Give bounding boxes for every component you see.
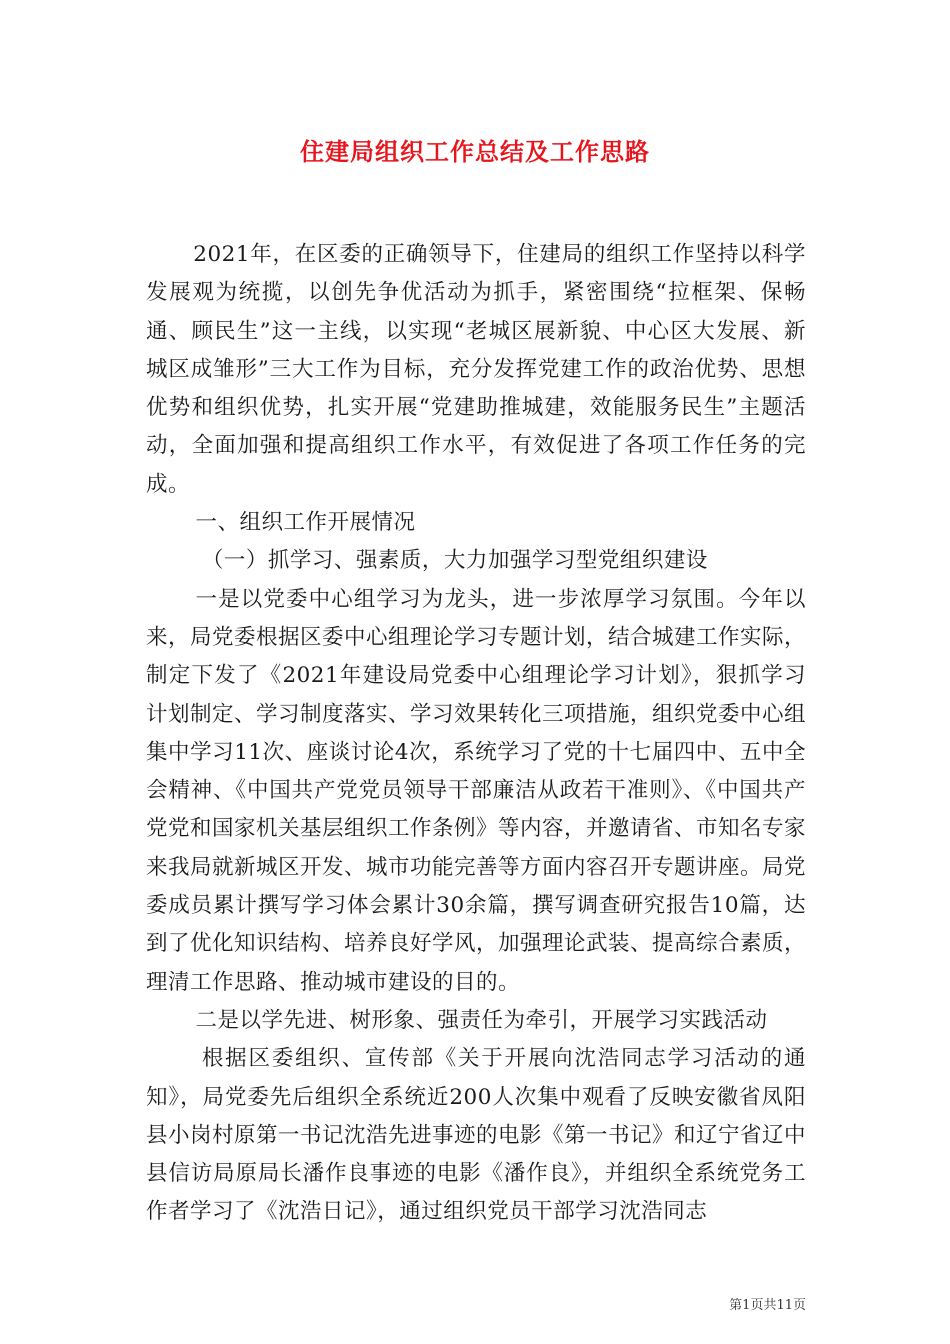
paragraph-point-one: 一是以党委中心组学习为龙头，进一步浓厚学习氛围。今年以来，局党委根据区委中心组理论学习专题计划，结合城建工作实际，制定下发了《2021年建设局党委中心组理论学习计划》，狠抓学习计划制定、学习制度落实、学习效果转化三项措施，组织党委中心组集中学习11次、座谈讨论4次，系统学习了党的十七届四中、五中全会精神、《中国共产党党员领导干部廉洁从政若干准则》、《中国共产党党和国家机关基层组织工作条例》等内容，并邀请省、市知名专家来我局就新城区开发、城市功能完善等方面内容召开专题讲座。局党委成员累计撰写学习体会累计30余篇，撰写调查研究报告10篇，达到了优化知识结构、培养良好学风，加强理论武装、提高综合素质，理清工作思路、推动城市建设的目的。 [146, 586, 807, 995]
page-number: 第1页共11页 [729, 1298, 806, 1313]
paragraph-point-two: 二是以学先进、树形象、强责任为牵引，开展学习实践活动 [195, 1007, 768, 1033]
document-title: 住建局组织工作总结及工作思路 [300, 137, 650, 166]
section-heading: 一、组织工作开展情况 [195, 510, 416, 536]
paragraph-intro: 2021年，在区委的正确领导下，住建局的组织工作坚持以科学发展观为统揽，以创先争优活动为抓手，紧密围绕“拉框架、保畅通、顾民生”这一主线，以实现“老城区展新貌、中心区大发展、新城区成雏形”三大工作为目标，充分发挥党建工作的政治优势、思想优势和组织优势，扎实开展“党建助推城建，效能服务民生”主题活动，全面加强和提高组织工作水平，有效促进了各项工作任务的完成。 [146, 242, 806, 497]
document-body [146, 236, 806, 1232]
subsection-heading: （一）抓学习、强素质，大力加强学习型党组织建设 [201, 548, 708, 574]
paragraph-shenhao: 根据区委组织、宣传部《关于开展向沈浩同志学习活动的通知》，局党委先后组织全系统近200人次集中观看了反映安徽省凤阳县小岗村原第一书记沈浩先进事迹的电影《第一书记》和辽宁省辽中县信访局原局长潘作良事迹的电影《潘作良》，并组织全系统党务工作者学习了《沈浩日记》，通过组织党员干部学习沈浩同志 [146, 1046, 807, 1225]
